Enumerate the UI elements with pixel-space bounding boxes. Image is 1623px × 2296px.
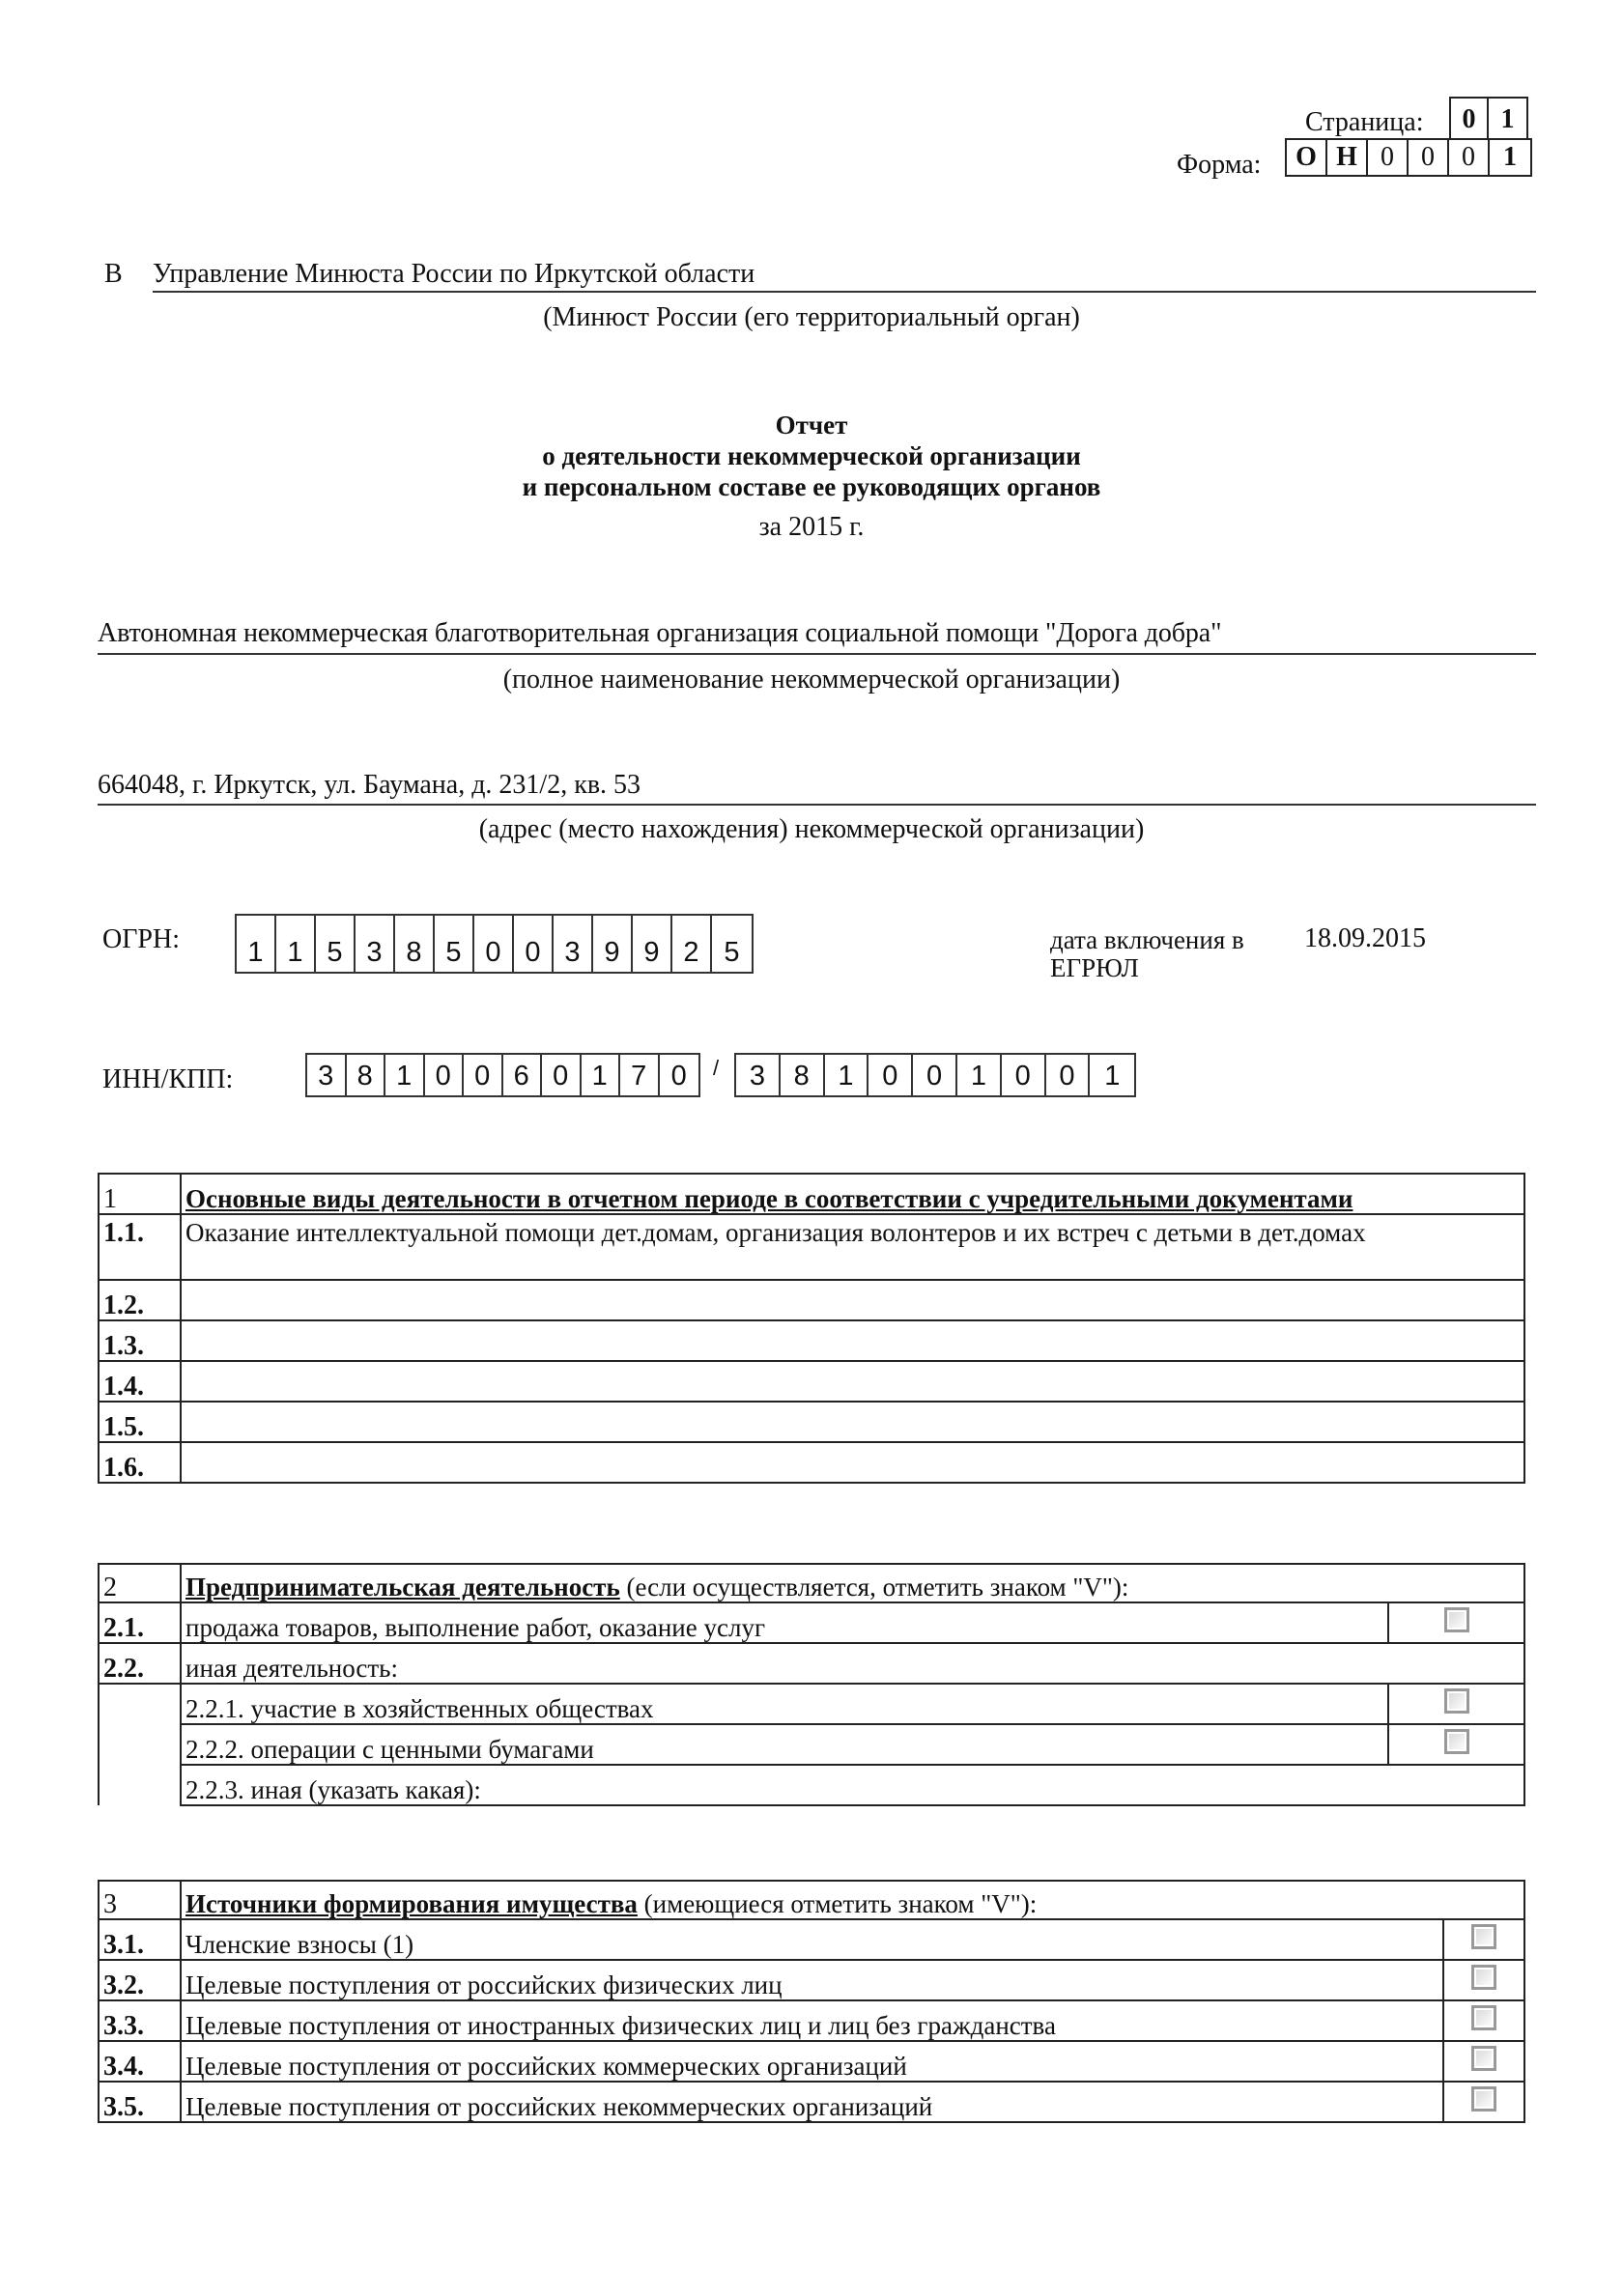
kpp-digit: 8 bbox=[781, 1055, 825, 1095]
report-subtitle-2: и персональном составе ее руководящих органов bbox=[522, 472, 1101, 501]
other-activity-field[interactable]: 2.2.3. иная (указать какая): bbox=[181, 1765, 1524, 1805]
egrul-date-label-line2: ЕГРЮЛ bbox=[1050, 953, 1139, 982]
inn-digit: 7 bbox=[620, 1055, 660, 1095]
org-name: Автономная некоммерческая благотворительная организация социальной помощи "Дорога добра" bbox=[98, 618, 1222, 648]
form-code-char: 0 bbox=[1409, 140, 1449, 175]
inn-digit: 1 bbox=[582, 1055, 621, 1095]
activity-field[interactable] bbox=[181, 1320, 1524, 1361]
section2-title: Предпринимательская деятельность bbox=[185, 1573, 620, 1602]
inn-kpp-label: ИНН/КПП: bbox=[102, 1064, 234, 1094]
row-num-empty bbox=[99, 1684, 181, 1805]
page-number-box bbox=[1449, 97, 1528, 140]
ogrn-digit: 2 bbox=[672, 916, 712, 972]
report-title: Отчет bbox=[775, 411, 848, 439]
row-num: 3.5. bbox=[99, 2082, 181, 2122]
checkbox-securities[interactable] bbox=[1444, 1729, 1469, 1754]
page-digit: 0 bbox=[1451, 99, 1489, 140]
section1-row bbox=[99, 1280, 1524, 1320]
inn-digits bbox=[305, 1053, 700, 1097]
ogrn-digit: 5 bbox=[435, 916, 474, 972]
section2-instruction: (если осуществляется, отметить знаком "V"): bbox=[619, 1573, 1129, 1602]
ogrn-digit: 5 bbox=[724, 937, 740, 968]
section2-num: 2 bbox=[99, 1564, 181, 1602]
checkbox-russian-individuals[interactable] bbox=[1471, 1965, 1496, 1990]
section1-header-row bbox=[99, 1174, 1524, 1214]
ogrn-digit: 3 bbox=[356, 916, 395, 972]
recipient-caption: (Минюст России (его территориальный орган) bbox=[543, 302, 1080, 332]
report-period: за 2015 г. bbox=[758, 512, 865, 542]
form-code-char: 0 bbox=[1368, 140, 1409, 175]
inn-digit: 1 bbox=[385, 1055, 425, 1095]
inn-digit: 6 bbox=[503, 1055, 543, 1095]
section2-row bbox=[99, 1765, 1524, 1805]
section1-row bbox=[99, 1320, 1524, 1361]
ogrn-label: ОГРН: bbox=[102, 924, 180, 954]
kpp-digit: 1 bbox=[1104, 1061, 1121, 1091]
row-label: 2.2.2. операции с ценными бумагами bbox=[181, 1724, 1388, 1765]
activity-field[interactable] bbox=[181, 1280, 1524, 1320]
egrul-date-value: 18.09.2015 bbox=[1304, 923, 1426, 953]
section3-num: 3 bbox=[99, 1881, 181, 1919]
ogrn-digit: 9 bbox=[593, 916, 633, 972]
section1-title: Основные виды деятельности в отчетном периоде в соответствии с учредительными документами bbox=[181, 1174, 1524, 1214]
section3-row bbox=[99, 2082, 1524, 2122]
org-address-field bbox=[98, 770, 1536, 806]
row-num: 1.3. bbox=[99, 1320, 181, 1361]
kpp-digit: 3 bbox=[736, 1055, 781, 1095]
section2-table bbox=[98, 1563, 1525, 1806]
form-label: Форма: bbox=[1177, 150, 1262, 180]
page-digit: 1 bbox=[1500, 103, 1515, 134]
row-num: 1.6. bbox=[99, 1442, 181, 1483]
row-num: 2.1. bbox=[99, 1602, 181, 1643]
section3-table bbox=[98, 1880, 1525, 2123]
row-label: Целевые поступления от российских физических лиц bbox=[181, 1960, 1443, 2000]
section1-row bbox=[99, 1214, 1524, 1280]
section3-row bbox=[99, 1960, 1524, 2000]
row-label: Целевые поступления от иностранных физических лиц и лиц без гражданства bbox=[181, 2000, 1443, 2041]
kpp-digit: 0 bbox=[913, 1055, 957, 1095]
section1-row bbox=[99, 1442, 1524, 1483]
checkbox-sales[interactable] bbox=[1444, 1607, 1469, 1632]
section2-header-row bbox=[99, 1564, 1524, 1602]
page-label: Страница: bbox=[1305, 107, 1424, 137]
inn-kpp-separator: / bbox=[713, 1056, 720, 1080]
section2-row bbox=[99, 1724, 1524, 1765]
checkbox-business-companies[interactable] bbox=[1444, 1688, 1469, 1714]
activity-field[interactable] bbox=[181, 1442, 1524, 1483]
kpp-digits bbox=[734, 1053, 1136, 1097]
kpp-digit: 1 bbox=[825, 1055, 869, 1095]
ogrn-digit: 3 bbox=[554, 916, 593, 972]
row-label: 2.2.1. участие в хозяйственных обществах bbox=[181, 1684, 1388, 1724]
org-name-caption: (полное наименование некоммерческой организации) bbox=[502, 665, 1121, 694]
row-label: Целевые поступления от российских некоммерческих организаций bbox=[181, 2082, 1443, 2122]
org-address: 664048, г. Иркутск, ул. Баумана, д. 231/2, кв. 53 bbox=[98, 770, 641, 800]
section3-title: Источники формирования имущества bbox=[185, 1889, 638, 1918]
row-num: 3.1. bbox=[99, 1919, 181, 1960]
activity-field[interactable]: Оказание интеллектуальной помощи дет.домам, организация волонтеров и их встреч с детьми в дет.домах bbox=[181, 1214, 1524, 1280]
checkbox-membership-fees[interactable] bbox=[1471, 1924, 1496, 1949]
section1-table bbox=[98, 1173, 1525, 1484]
row-num: 2.2. bbox=[99, 1643, 181, 1684]
section2-row bbox=[99, 1602, 1524, 1643]
row-label: Целевые поступления от российских коммерческих организаций bbox=[181, 2041, 1443, 2082]
inn-digit: 0 bbox=[542, 1055, 582, 1095]
ogrn-digit: 0 bbox=[474, 916, 514, 972]
row-label: Членские взносы (1) bbox=[181, 1919, 1443, 1960]
org-address-caption: (адрес (место нахождения) некоммерческой организации) bbox=[478, 814, 1145, 844]
kpp-digit: 0 bbox=[868, 1055, 913, 1095]
ogrn-digit: 9 bbox=[633, 916, 672, 972]
ogrn-digit: 5 bbox=[316, 916, 356, 972]
kpp-digit: 0 bbox=[1046, 1055, 1091, 1095]
inn-digit: 3 bbox=[307, 1055, 347, 1095]
ogrn-digits bbox=[235, 914, 754, 974]
inn-digit: 0 bbox=[670, 1061, 687, 1091]
row-num: 3.3. bbox=[99, 2000, 181, 2041]
form-code-char: Н bbox=[1327, 140, 1368, 175]
inn-digit: 8 bbox=[347, 1055, 386, 1095]
kpp-digit: 0 bbox=[1002, 1055, 1046, 1095]
row-num: 1.4. bbox=[99, 1361, 181, 1402]
kpp-digit: 1 bbox=[957, 1055, 1002, 1095]
egrul-date-label-line1: дата включения в bbox=[1050, 925, 1244, 954]
row-label: продажа товаров, выполнение работ, оказание услуг bbox=[181, 1602, 1388, 1643]
recipient-prefix: В bbox=[104, 259, 123, 289]
activity-field[interactable] bbox=[181, 1402, 1524, 1442]
form-code-char: 1 bbox=[1503, 142, 1517, 172]
activity-field[interactable] bbox=[181, 1361, 1524, 1402]
row-num: 1.5. bbox=[99, 1402, 181, 1442]
inn-digit: 0 bbox=[464, 1055, 503, 1095]
recipient-value: Управление Минюста России по Иркутской области bbox=[153, 259, 755, 289]
form-code-char: 0 bbox=[1449, 140, 1490, 175]
report-subtitle-1: о деятельности некоммерческой организации bbox=[542, 441, 1081, 470]
ogrn-digit: 8 bbox=[395, 916, 435, 972]
section2-row bbox=[99, 1643, 1524, 1684]
row-num: 3.2. bbox=[99, 1960, 181, 2000]
recipient-field bbox=[153, 259, 1536, 293]
row-num: 1.1. bbox=[99, 1214, 181, 1280]
inn-digit: 0 bbox=[425, 1055, 465, 1095]
checkbox-russian-noncommercial-orgs[interactable] bbox=[1471, 2086, 1496, 2112]
ogrn-digit: 1 bbox=[276, 916, 316, 972]
section3-instruction: (имеющиеся отметить знаком "V"): bbox=[637, 1889, 1038, 1918]
section3-row bbox=[99, 2000, 1524, 2041]
form-code-box bbox=[1285, 138, 1532, 177]
ogrn-digit: 0 bbox=[514, 916, 554, 972]
section1-row bbox=[99, 1361, 1524, 1402]
section2-row bbox=[99, 1684, 1524, 1724]
form-code-char: О bbox=[1287, 140, 1327, 175]
section1-row bbox=[99, 1402, 1524, 1442]
row-label: иная деятельность: bbox=[181, 1643, 1524, 1684]
section3-row bbox=[99, 2041, 1524, 2082]
ogrn-digit: 1 bbox=[237, 916, 276, 972]
section3-header-row bbox=[99, 1881, 1524, 1919]
section3-row bbox=[99, 1919, 1524, 1960]
row-num: 3.4. bbox=[99, 2041, 181, 2082]
section1-num: 1 bbox=[99, 1174, 181, 1214]
row-num: 1.2. bbox=[99, 1280, 181, 1320]
org-name-field bbox=[98, 618, 1536, 655]
checkbox-russian-commercial-orgs[interactable] bbox=[1471, 2046, 1496, 2071]
checkbox-foreign-individuals[interactable] bbox=[1471, 2005, 1496, 2030]
